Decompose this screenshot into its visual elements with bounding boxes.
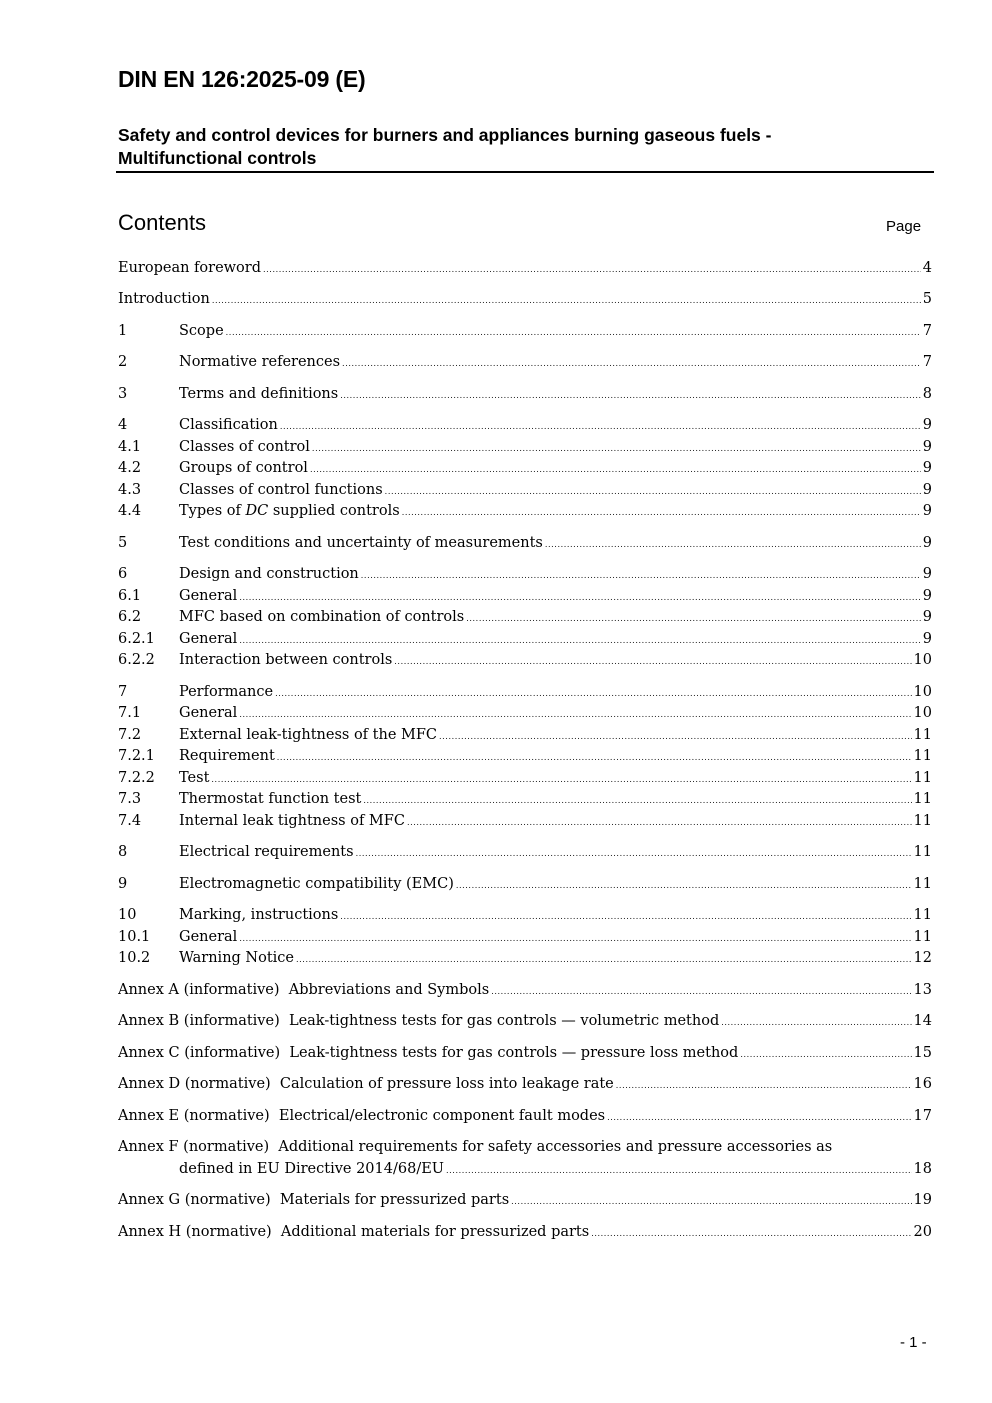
subtitle-line-2: Multifunctional controls [118,148,317,168]
toc-entry-10-1[interactable] [118,929,932,949]
toc-entry-number: 10.2 [118,950,151,966]
toc-entry-number: 6.1 [118,588,142,604]
toc-entry-page: 9 [922,631,932,647]
toc-entry-title: Marking, instructions [179,907,339,923]
toc-entry-page: 9 [922,503,932,519]
toc-entry-title: Annex H (normative) Additional materials for pressurized parts [118,1224,590,1240]
toc-entry-6-1[interactable] [118,588,932,608]
toc-entry-title: Performance [179,684,274,700]
title-part: supplied controls [268,503,400,519]
document-title: DIN EN 126:2025-09 (E) [118,66,366,92]
toc-entry-title: Normative references [179,354,341,370]
toc-entry-6[interactable] [118,566,932,586]
toc-entry-page: 11 [913,791,932,807]
toc-entry-annex-f-line-1[interactable]: Annex F (normative) Additional requirements for safety accessories and pressure accessories as [118,1139,833,1155]
toc-entry-number: 6.2.1 [118,631,155,647]
toc-entry-title: General [179,631,238,647]
toc-entry-number: 6 [118,566,128,582]
leader-dots [239,710,911,719]
toc-entry-9[interactable] [118,876,932,896]
leader-dots [363,796,911,805]
leader-dots [340,912,911,921]
toc-entry-title: Groups of control [179,460,308,476]
toc-entry-page: 7 [922,323,932,339]
leader-dots [263,265,921,274]
toc-entry-annex-b[interactable] [118,1013,932,1033]
toc-entry-title: Terms and definitions [179,386,339,402]
toc-entry-page: 9 [922,439,932,455]
toc-entry-number: 7 [118,684,128,700]
leader-dots [616,1081,912,1090]
toc-entry-2[interactable] [118,354,932,374]
leader-dots [275,689,911,698]
leader-dots [280,422,921,431]
toc-entry-title: Test [179,770,210,786]
toc-entry-number: 7.4 [118,813,142,829]
toc-entry-title [179,503,402,519]
toc-entry-number: 4.3 [118,482,142,498]
toc-entry-page: 10 [913,684,932,700]
toc-entry-page: 8 [922,386,932,402]
toc-entry-title: Interaction between controls [179,652,393,668]
toc-entry-title: Introduction [118,291,210,307]
leader-dots [446,1166,912,1175]
toc-entry-4[interactable] [118,417,932,437]
leader-dots [226,328,921,337]
toc-entry-page: 18 [913,1161,932,1177]
toc-entry-page: 9 [922,417,932,433]
toc-entry-number: 7.2 [118,727,142,743]
toc-entry-page: 19 [913,1192,932,1208]
leader-dots [394,657,911,666]
toc-entry-7[interactable] [118,684,932,704]
toc-entry-4-4[interactable] [118,503,932,523]
toc-entry-number: 7.2.1 [118,748,155,764]
toc-entry-page: 11 [913,844,932,860]
toc-entry-title: European foreword [118,260,262,276]
toc-entry-annex-c[interactable] [118,1045,932,1065]
leader-dots [212,296,921,305]
toc-entry-title: MFC based on combination of controls [179,609,465,625]
leader-dots [310,465,921,474]
toc-entry-number: 7.1 [118,705,142,721]
toc-entry-title: Annex E (normative) Electrical/electronic component fault modes [118,1108,606,1124]
leader-dots [466,614,921,623]
toc-entry-page: 12 [913,950,932,966]
toc-entry-title: Annex G (normative) Materials for pressurized parts [118,1192,510,1208]
toc-entry-5[interactable] [118,535,932,555]
leader-dots [491,987,911,996]
leader-dots [607,1113,911,1122]
toc-entry-page: 9 [922,460,932,476]
toc-entry-page: 11 [913,907,932,923]
toc-entry-title: Electromagnetic compatibility (EMC) [179,876,454,892]
toc-entry-10-2[interactable] [118,950,932,970]
toc-entry-page: 9 [922,535,932,551]
toc-entry-number: 9 [118,876,128,892]
toc-entry-page: 14 [913,1013,932,1029]
toc-entry-number: 2 [118,354,128,370]
toc-entry-page: 7 [922,354,932,370]
toc-entry-title: Thermostat function test [179,791,362,807]
leader-dots [402,508,921,517]
leader-dots [511,1197,911,1206]
toc-entry-number: 4.4 [118,503,142,519]
toc-entry-title: External leak-tightness of the MFC [179,727,438,743]
toc-entry-7-3[interactable] [118,791,932,811]
contents-heading: Contents [118,210,207,235]
toc-entry-number: 8 [118,844,128,860]
toc-entry-title: Annex A (informative) Abbreviations and Symbols [118,982,490,998]
toc-entry-title: Annex D (normative) Calculation of pressure loss into leakage rate [118,1076,614,1092]
toc-entry-title: General [179,705,238,721]
toc-entry-page: 10 [913,652,932,668]
toc-entry-page: 17 [913,1108,932,1124]
toc-entry-7-2[interactable] [118,727,932,747]
toc-entry-page: 9 [922,566,932,582]
leader-dots [721,1018,911,1027]
toc-entry-title: Classes of control functions [179,482,383,498]
toc-entry-8[interactable] [118,844,932,864]
toc-entry-title: Classes of control [179,439,310,455]
toc-entry-annex-g[interactable] [118,1192,932,1212]
toc-entry-number: 3 [118,386,128,402]
toc-entry-page: 11 [913,813,932,829]
leader-dots [385,487,921,496]
toc-entry-page: 11 [913,929,932,945]
toc-entry-annex-h[interactable] [118,1224,932,1244]
toc-entry-introduction[interactable] [118,291,932,311]
leader-dots [239,593,920,602]
toc-entry-page: 16 [913,1076,932,1092]
toc-entry-number: 4.2 [118,460,142,476]
toc-entry-title: Design and construction [179,566,359,582]
toc-entry-annex-f[interactable] [179,1161,932,1181]
leader-dots [277,753,912,762]
title-emphasis: DC [245,503,269,519]
title-divider [116,171,934,173]
document-subtitle [118,124,934,170]
leader-dots [211,775,911,784]
toc-entry-title: Classification [179,417,278,433]
leader-dots [545,540,921,549]
toc-entry-page: 9 [922,482,932,498]
toc-entry-number: 4 [118,417,128,433]
toc-entry-page: 13 [913,982,932,998]
toc-entry-7-1[interactable] [118,705,932,725]
toc-entry-6-2-2[interactable] [118,652,932,672]
toc-entry-page: 11 [913,748,932,764]
toc-entry-title: Requirement [179,748,275,764]
leader-dots [239,934,911,943]
toc-entry-number: 5 [118,535,128,551]
leader-dots [342,359,921,368]
leader-dots [340,391,921,400]
toc-entry-title: Annex C (informative) Leak-tightness tests for gas controls — pressure loss method [118,1045,739,1061]
toc-entry-page: 20 [913,1224,932,1240]
leader-dots [312,444,921,453]
toc-entry-page: 5 [922,291,932,307]
toc-entry-4-1[interactable] [118,439,932,459]
toc-entry-page: 15 [913,1045,932,1061]
toc-entry-title: Annex B (informative) Leak-tightness tests for gas controls — volumetric method [118,1013,720,1029]
toc-entry-number: 7.3 [118,791,142,807]
toc-entry-6-2-1[interactable] [118,631,932,651]
toc-entry-page: 9 [922,588,932,604]
toc-entry-page: 11 [913,727,932,743]
toc-entry-3[interactable] [118,386,932,406]
toc-entry-1[interactable] [118,323,932,343]
toc-entry-number: 7.2.2 [118,770,155,786]
toc-entry-title: Scope [179,323,224,339]
toc-entry-page: 9 [922,609,932,625]
toc-entry-page: 10 [913,705,932,721]
toc-entry-annex-a[interactable] [118,982,932,1002]
toc-entry-title: General [179,929,238,945]
toc-entry-number: 6.2 [118,609,142,625]
toc-entry-number: 1 [118,323,128,339]
toc-entry-annex-e[interactable] [118,1108,932,1128]
toc-entry-title: defined in EU Directive 2014/68/EU [179,1161,445,1177]
toc-entry-4-3[interactable] [118,482,932,502]
toc-entry-number: 10.1 [118,929,151,945]
leader-dots [356,849,912,858]
toc-entry-title: Internal leak tightness of MFC [179,813,405,829]
toc-entry-annex-d[interactable] [118,1076,932,1096]
leader-dots [439,732,912,741]
leader-dots [239,636,920,645]
toc-entry-title: Test conditions and uncertainty of measurements [179,535,543,551]
page-number: - 1 - [900,1334,927,1351]
leader-dots [456,881,912,890]
leader-dots [740,1050,911,1059]
leader-dots [407,818,912,827]
toc-entry-6-2[interactable] [118,609,932,629]
toc-entry-page: 11 [913,770,932,786]
toc-entry-number: 6.2.2 [118,652,155,668]
toc-entry-7-2-2[interactable] [118,770,932,790]
toc-entry-7-2-1[interactable] [118,748,932,768]
toc-entry-page: 4 [922,260,932,276]
subtitle-line-1: Safety and control devices for burners and appliances burning gaseous fuels - [118,125,772,145]
leader-dots [361,571,921,580]
leader-dots [296,955,912,964]
toc-entry-7-4[interactable] [118,813,932,833]
toc-entry-page: 11 [913,876,932,892]
title-part: Types of [179,503,246,519]
toc-entry-4-2[interactable] [118,460,932,480]
page-column-heading: Page [886,218,922,235]
toc-entry-title: Warning Notice [179,950,295,966]
toc-entry-title: Electrical requirements [179,844,354,860]
toc-entry-number: 4.1 [118,439,142,455]
toc-entry-10[interactable] [118,907,932,927]
toc-entry-european-foreword[interactable] [118,260,932,280]
toc-entry-number: 10 [118,907,137,923]
toc-entry-title: General [179,588,238,604]
leader-dots [591,1229,911,1238]
